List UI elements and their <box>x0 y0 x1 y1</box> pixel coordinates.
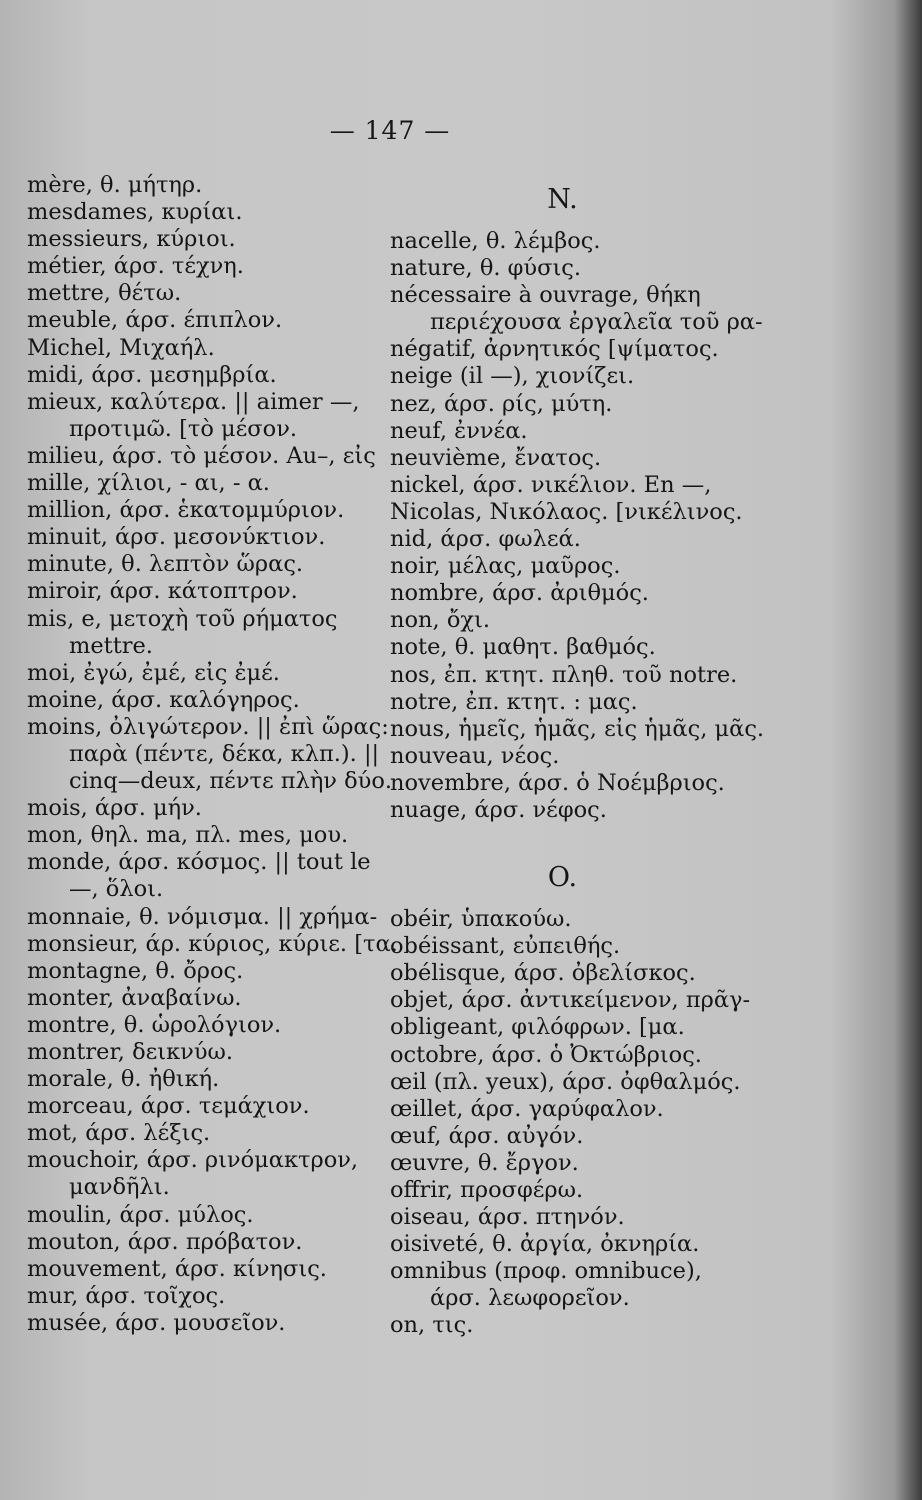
entry-moulin: moulin, άρσ. μύλος. <box>27 1201 254 1228</box>
entry-oeillet: œillet, άρσ. γαρύφαλον. <box>390 1095 664 1122</box>
section-heading-n: N. <box>547 184 578 215</box>
entry-mesdames: mesdames, κυρίαι. <box>27 199 243 226</box>
entry-necessaire: nécessaire à ouvrage, θήκη <box>390 282 701 309</box>
entry-michel: Michel, Μιχαήλ. <box>27 334 215 361</box>
entry-monde: monde, άρσ. κόσμος. || tout le <box>27 849 371 876</box>
entry-mur: mur, άρσ. τοῖχος. <box>27 1282 226 1309</box>
entry-mouton: mouton, άρσ. πρόβατον. <box>27 1228 303 1255</box>
entry-nouveau: nouveau, νέος. <box>390 742 560 769</box>
entry-nickel: nickel, άρσ. νικέλιον. En —, <box>390 471 712 498</box>
entry-nez: nez, άρσ. ρίς, μύτη. <box>390 390 613 417</box>
entry-nid: nid, άρσ. φωλεά. <box>390 526 581 553</box>
right-column <box>390 172 765 1340</box>
entry-obeir: obéir, ὑπακούω. <box>390 906 572 933</box>
entry-neuf: neuf, ἐννέα. <box>390 417 528 444</box>
entry-nature: nature, θ. φύσις. <box>390 255 582 282</box>
entry-obeissant: obéissant, εὐπειθής. <box>390 933 621 960</box>
entry-non: non, ὄχι. <box>390 607 490 634</box>
entry-mettre: mettre, θέτω. <box>27 280 182 307</box>
entry-mot: mot, άρσ. λέξις. <box>27 1120 211 1147</box>
entry-on: on, τις. <box>390 1312 474 1339</box>
entry-objet: objet, άρσ. ἀντικείμενον, πρᾶγ- <box>390 987 751 1014</box>
entry-miroir: miroir, άρσ. κάτοπτρον. <box>27 578 298 605</box>
entry-musee: musée, άρσ. μουσεῖον. <box>27 1309 286 1336</box>
entry-offrir: offrir, προσφέρω. <box>390 1177 584 1203</box>
entry-monsieur: monsieur, άρ. κύριος, κύριε. [τα. <box>27 930 398 957</box>
entry-oeuvre: œuvre, θ. ἔργον. <box>390 1149 579 1176</box>
entry-montrer: montrer, δεικνύω. <box>27 1039 234 1065</box>
entry-montre: montre, θ. ὡρολόγιον. <box>27 1011 282 1038</box>
entry-mieux: mieux, καλύτερα. || aimer —, <box>27 388 360 415</box>
entry-continuation: —, ὅλοι. <box>69 876 164 903</box>
entry-morceau: morceau, άρσ. τεμάχιον. <box>27 1093 310 1120</box>
entry-continuation: άρσ. λεωφορεῖον. <box>430 1285 630 1312</box>
entry-continuation: περιέχουσα ἐργαλεῖα τοῦ ρα- <box>430 309 763 336</box>
entry-meuble: meuble, άρσ. έπιπλον. <box>27 307 283 334</box>
entry-nos: nos, ἐπ. κτητ. πληθ. τοῦ notre. <box>390 661 738 688</box>
entry-moins: moins, ὀλιγώτερον. || ἐπὶ ὥρας: <box>27 713 389 740</box>
entry-novembre: novembre, άρσ. ὁ Νοέμβριος. <box>390 769 725 796</box>
entry-million: million, άρσ. ἑκατομμύριον. <box>27 497 345 524</box>
entry-octobre: octobre, άρσ. ὁ Ὀκτώβριος. <box>390 1041 702 1068</box>
entry-notre: notre, ἐπ. κτητ. : μας. <box>390 688 638 715</box>
left-column <box>27 172 398 1337</box>
entry-mouchoir: mouchoir, άρσ. ρινόμακτρον, <box>27 1147 359 1174</box>
entry-metier: métier, άρσ. τέχνη. <box>27 253 244 280</box>
entry-noir: noir, μέλας, μαῦρος. <box>390 553 621 580</box>
entry-morale: morale, θ. ἠθική. <box>27 1066 220 1093</box>
entry-oisivete: oisiveté, θ. ἀργία, ὀκνηρία. <box>390 1231 700 1258</box>
entry-midi: midi, άρσ. μεσημβρία. <box>27 361 277 388</box>
entry-mille: mille, χίλιοι, - αι, - α. <box>27 470 270 497</box>
entry-continuation: προτιμῶ. [τὸ μέσον. <box>69 415 298 442</box>
entry-continuation: cinq—deux, πέντε πλὴν δύο. <box>69 768 393 795</box>
entry-negatif: négatif, ἀρνητικός [ψίματος. <box>390 336 719 363</box>
entry-obligeant: obligeant, φιλόφρων. [μα. <box>390 1014 685 1041</box>
page-number: — 147 — <box>329 116 451 145</box>
entry-continuation: μανδῆλι. <box>69 1174 170 1201</box>
entry-monter: monter, ἀναβαίνω. <box>27 984 242 1011</box>
entry-oeuf: œuf, άρσ. αὐγόν. <box>390 1122 584 1149</box>
entry-mouvement: mouvement, άρσ. κίνησις. <box>27 1255 327 1282</box>
entry-mois: mois, άρσ. μήν. <box>27 795 202 822</box>
entry-continuation: mettre. <box>69 632 153 659</box>
entry-montagne: montagne, θ. ὄρος. <box>27 957 244 984</box>
entry-omnibus: omnibus (προφ. omnibuce), <box>390 1258 702 1285</box>
entry-mon: mon, θηλ. ma, πλ. mes, μου. <box>27 822 349 849</box>
entry-oiseau: oiseau, άρσ. πτηνόν. <box>390 1204 625 1231</box>
entry-obelisque: obélisque, άρσ. ὀβελίσκος. <box>390 960 696 987</box>
entry-minuit: minuit, άρσ. μεσονύκτιον. <box>27 524 326 551</box>
entry-neige: neige (il —), χιονίζει. <box>390 363 635 390</box>
entry-monnaie: monnaie, θ. νόμισμα. || χρήμα- <box>27 903 378 930</box>
entry-moi: moi, ἐγώ, ἐμέ, εἰς ἐμέ. <box>27 659 280 686</box>
entry-neuvieme: neuvième, ἔνατος. <box>390 444 602 471</box>
entry-continuation: παρὰ (πέντε, δέκα, κλπ.). || <box>69 740 380 767</box>
entry-nous: nous, ἡμεῖς, ἡμᾶς, εἰς ἡμᾶς, μᾶς. <box>390 715 765 742</box>
entry-note: note, θ. μαθητ. βαθμός. <box>390 634 656 661</box>
entry-nombre: nombre, άρσ. ἀριθμός. <box>390 580 649 607</box>
entry-nacelle: nacelle, θ. λέμβος. <box>390 228 601 254</box>
entry-messieurs: messieurs, κύριοι. <box>27 226 236 253</box>
entry-nicolas: Nicolas, Νικόλαος. [νικέλινος. <box>390 498 743 525</box>
entry-milieu: milieu, άρσ. τὸ μέσον. Au–, εἰς <box>27 442 376 469</box>
entry-moine: moine, άρσ. καλόγηρος. <box>27 686 300 713</box>
entry-oeil: œil (πλ. yeux), άρσ. ὀφθαλμός. <box>390 1068 741 1095</box>
entry-mere: mère, θ. μήτηρ. <box>27 172 203 198</box>
entry-mis: mis, e, μετοχὴ τοῦ ρήματος <box>27 605 338 632</box>
entry-nuage: nuage, άρσ. νέφος. <box>390 796 607 823</box>
section-gap <box>390 824 735 850</box>
entry-minute: minute, θ. λεπτὸν ὥρας. <box>27 551 304 578</box>
section-heading-o: O. <box>547 862 578 894</box>
